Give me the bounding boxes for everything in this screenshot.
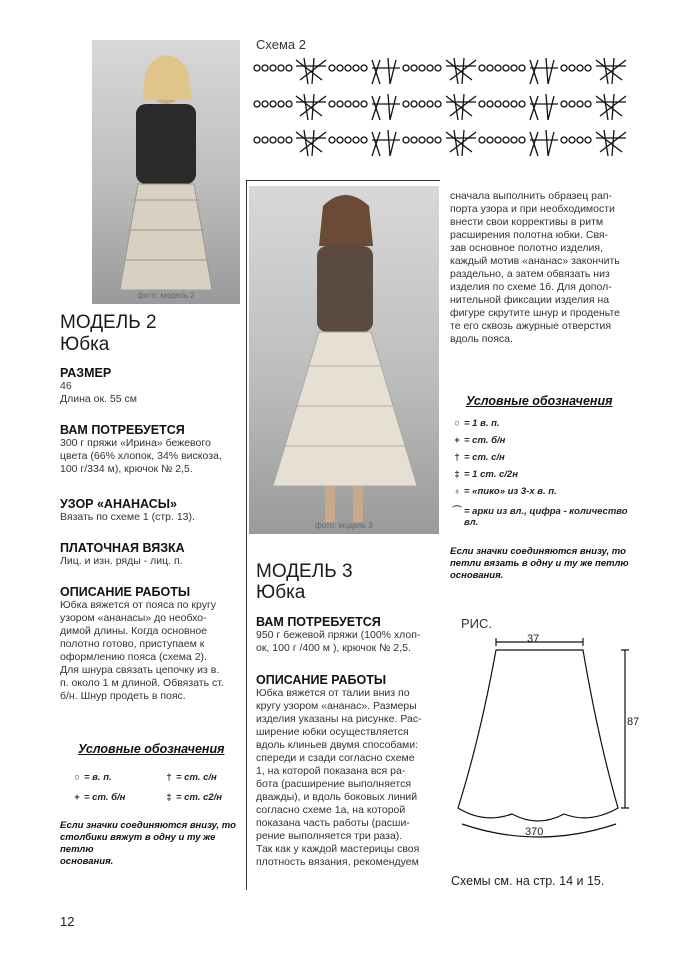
text-line: те его сквозь ажурные отверстия xyxy=(450,320,612,332)
text-line: 300 г пряжи «Ирина» бежевого xyxy=(60,437,211,449)
model3-title: МОДЕЛЬ 3 xyxy=(256,561,353,582)
text-line: Лиц. и изн. ряды - лиц. п. xyxy=(60,555,183,567)
text-line: зав основное полотно изделия, xyxy=(450,242,604,254)
model3-legend-item: ‡ = 1 ст. с/2н xyxy=(450,469,640,480)
text-line: внести свои коррективы в ритм xyxy=(450,216,604,228)
model2-photo-caption: фото: модель 2 xyxy=(137,291,195,300)
text-line: Так как у каждой мастерицы своя xyxy=(256,843,420,855)
model3-desc-continued xyxy=(450,190,634,346)
top-dimension-line xyxy=(496,638,583,646)
model3-legend xyxy=(450,418,640,528)
model2-title: МОДЕЛЬ 2 xyxy=(60,312,157,333)
text-line: раздельно, а затем обвязать низ xyxy=(450,268,610,280)
model2-need-heading: ВАМ ПОТРЕБУЕТСЯ xyxy=(60,423,185,437)
scheme2-title: Схема 2 xyxy=(256,37,306,52)
model2-legend-heading: Условные обозначения xyxy=(78,742,225,756)
model3-legend-item: ⌒ = арки из вл., цифра - количество xyxy=(450,503,640,517)
text-line: вдоль пояса. xyxy=(450,333,513,345)
model3-legend-item: вл. xyxy=(464,517,479,528)
model3-photo-caption: фото: модель 3 xyxy=(315,521,373,530)
text-line: рение выполняется три раза). xyxy=(256,830,403,842)
text-line: ок, 100 г /400 м ), крючок № 2,5. xyxy=(256,642,411,654)
text-line: ширение юбки осуществляется xyxy=(256,726,409,738)
model3-desc-section xyxy=(256,673,438,869)
text-line: узором «ананасы» до необхо- xyxy=(60,612,207,624)
model2-size-heading: РАЗМЕР xyxy=(60,366,112,380)
text-line: Юбка вяжется от талии вниз по xyxy=(256,687,410,699)
model2-subtitle: Юбка xyxy=(60,334,110,355)
model2-figure-icon xyxy=(92,40,240,304)
text-line: оформлению пояса (схема 2). xyxy=(60,651,207,663)
text-line: спереди и сзади согласно схеме xyxy=(256,752,415,764)
model2-note xyxy=(60,820,242,868)
text-line: каждый мотив «ананас» закончить xyxy=(450,255,620,267)
page-number: 12 xyxy=(60,914,75,929)
text-line: вдоль клиньев двумя способами: xyxy=(256,739,419,751)
model2-pattern-heading: УЗОР «АНАНАСЫ» xyxy=(60,497,177,511)
double-dagger-icon: ‡ xyxy=(166,792,172,803)
figure-top-dim: 37 xyxy=(527,633,540,645)
text-line: столбики вяжут в одну и ту же петлю xyxy=(60,832,216,855)
text-line: показана часть работы (расши- xyxy=(256,817,410,829)
figure-height-dim: 87 xyxy=(627,716,640,728)
model3-need-section xyxy=(256,615,438,655)
scheme2-diagram xyxy=(250,56,640,164)
model2-size-section xyxy=(60,366,242,406)
text-line: фигуре скрутите шнур и проденьте xyxy=(450,307,620,319)
height-dimension-line xyxy=(621,650,629,808)
model3-legend-heading: Условные обозначения xyxy=(466,394,613,408)
text-line: бота (расширение выполняется xyxy=(256,778,412,790)
model2-legend-item: ‡ = ст. с2/н xyxy=(162,792,222,803)
text-line: петли вязать в одну и ту же петлю xyxy=(450,558,629,569)
text-line: изделия указаны на рисунке. Рас- xyxy=(256,713,422,725)
text-line: основания. xyxy=(450,570,504,581)
text-line: 100 г/334 м), крючок № 2,5. xyxy=(60,463,193,475)
model2-desc-heading: ОПИСАНИЕ РАБОТЫ xyxy=(60,585,191,599)
model2-pattern-section xyxy=(60,497,242,524)
model2-platok-section xyxy=(60,541,242,568)
picot-icon: ♁ xyxy=(453,486,461,497)
text-line: порта узора и при необходимости xyxy=(450,203,615,215)
text-line: Если значки соединяются внизу, то xyxy=(450,546,626,557)
model3-photo xyxy=(249,186,439,534)
figure-label: РИС. xyxy=(461,616,493,631)
model2-legend-item: + = ст. б/н xyxy=(70,792,125,803)
text-line: Длина ок. 55 см xyxy=(60,393,137,405)
dagger-icon: † xyxy=(166,772,172,783)
text-line: полотно готово, приступаем к xyxy=(60,638,205,650)
model3-need-heading: ВАМ ПОТРЕБУЕТСЯ xyxy=(256,615,381,629)
model3-figure-icon xyxy=(249,186,439,534)
model3-note xyxy=(450,546,640,582)
text-line: 950 г бежевой пряжи (100% хлоп- xyxy=(256,629,421,641)
model3-legend-item: + = ст. б/н xyxy=(450,435,640,446)
text-line: димой длины. Когда основное xyxy=(60,625,208,637)
figure-bottom-dim: 370 xyxy=(525,826,544,838)
model3-desc-heading: ОПИСАНИЕ РАБОТЫ xyxy=(256,673,387,687)
text-line: 1, на которой показана вся ра- xyxy=(256,765,406,777)
text-line: Юбка вяжется от пояса по кругу xyxy=(60,599,217,611)
model3-legend-item: ○ = 1 в. п. xyxy=(450,418,640,429)
double-dagger-icon: ‡ xyxy=(454,469,460,480)
plus-icon: + xyxy=(454,435,460,446)
text-line: нительной фиксации изделия на xyxy=(450,294,610,306)
text-line: согласно схеме 1а, на которой xyxy=(256,804,406,816)
chain-icon: ○ xyxy=(454,418,460,429)
text-line: расширения полотна юбки. Свя- xyxy=(450,229,609,241)
text-line: п. около 1 м длиной. Обвязать ст. xyxy=(60,677,224,689)
text-line: б/н. Шнур продеть в пояс. xyxy=(60,690,186,702)
skirt-outline xyxy=(458,650,618,821)
dagger-icon: † xyxy=(454,452,460,463)
chain-icon: ○ xyxy=(74,772,80,783)
text-line: Для шнура связать цепочку из в. xyxy=(60,664,220,676)
model2-need-section xyxy=(60,423,242,476)
text-line: основания. xyxy=(60,856,114,867)
model3-legend-item: ♁ = «пико» из 3-х в. п. xyxy=(450,486,640,497)
text-line: цвета (66% хлопок, 34% вискоза, xyxy=(60,450,222,462)
text-line: сначала выполнить образец рап- xyxy=(450,190,613,202)
skirt-schematic xyxy=(440,628,645,848)
model2-legend-item: † = ст. с/н xyxy=(162,772,217,783)
text-line: 46 xyxy=(60,380,72,392)
text-line: дважды), и вдоль боковых линий xyxy=(256,791,418,803)
scheme2-row xyxy=(254,58,626,84)
text-line: изделия по схеме 1б. Для допол- xyxy=(450,281,612,293)
arch-icon: ⌒ xyxy=(452,506,462,517)
figure-caption: Схемы см. на стр. 14 и 15. xyxy=(451,874,605,888)
text-line: Вязать по схеме 1 (стр. 13). xyxy=(60,511,195,523)
model3-subtitle: Юбка xyxy=(256,582,306,603)
model2-photo xyxy=(92,40,240,304)
model2-desc-section xyxy=(60,585,242,703)
text-line: Если значки соединяются внизу, то xyxy=(60,820,236,831)
text-line: плотность вязания, рекомендуем xyxy=(256,856,419,868)
model2-platok-heading: ПЛАТОЧНАЯ ВЯЗКА xyxy=(60,541,185,555)
model2-legend-item: ○ = в. п. xyxy=(70,772,112,783)
model3-legend-item: † = ст. с/н xyxy=(450,452,640,463)
text-line: кругу узором «ананас». Размеры xyxy=(256,700,417,712)
top-divider xyxy=(246,180,440,181)
column-divider xyxy=(246,180,247,890)
plus-icon: + xyxy=(74,792,80,803)
